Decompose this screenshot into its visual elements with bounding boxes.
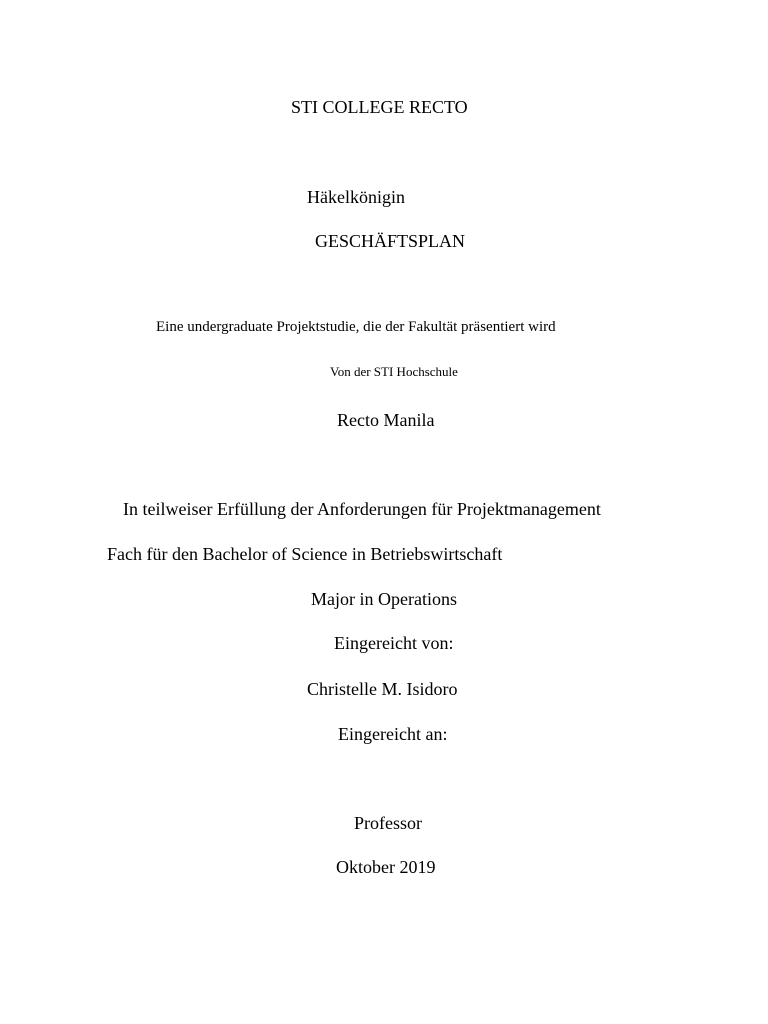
plan-title: GESCHÄFTSPLAN	[315, 231, 466, 251]
date-text: Oktober 2019	[336, 857, 436, 877]
submitted-by-label: Eingereicht von:	[334, 633, 454, 653]
submitted-to-label: Eingereicht an:	[338, 724, 448, 744]
fulfillment-text: In teilweiser Erfüllung der Anforderungen für Projektmanagement	[123, 499, 601, 519]
institution-heading: STI COLLEGE RECTO	[291, 97, 468, 117]
location-text: Recto Manila	[337, 410, 435, 430]
major-text: Major in Operations	[311, 589, 457, 609]
study-intro-text: Eine undergraduate Projektstudie, die der Fakultät präsentiert wird	[156, 319, 556, 335]
business-name: Häkelkönigin	[307, 187, 405, 207]
author-name: Christelle M. Isidoro	[307, 679, 458, 699]
school-line: Von der STI Hochschule	[330, 364, 458, 379]
degree-text: Fach für den Bachelor of Science in Betriebswirtschaft	[107, 544, 503, 564]
recipient-text: Professor	[354, 813, 422, 833]
